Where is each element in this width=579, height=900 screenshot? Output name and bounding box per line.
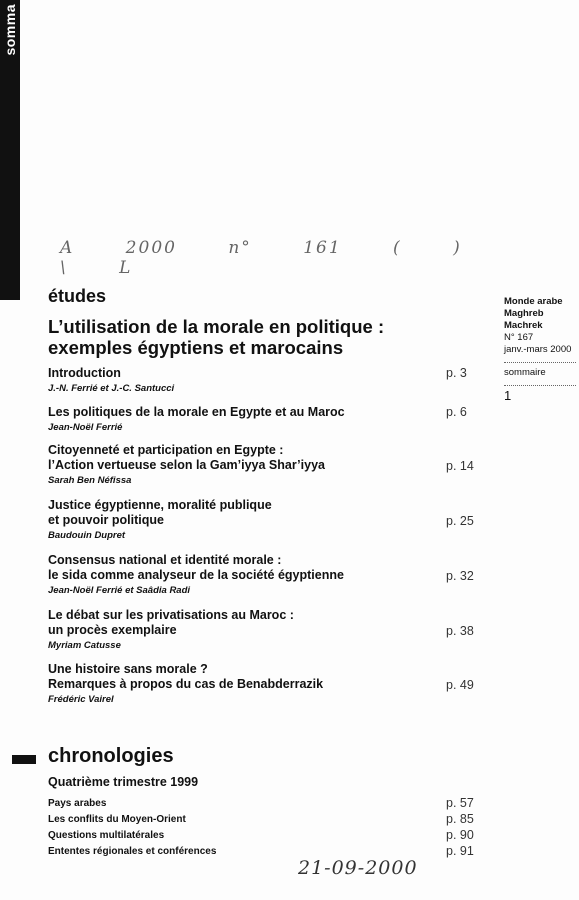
page-number: 1 <box>504 388 512 403</box>
dossier-title-line2: exemples égyptiens et marocains <box>48 337 344 358</box>
toc-entry[interactable] <box>48 443 488 487</box>
toc-entry[interactable] <box>48 553 488 597</box>
dossier-title <box>48 316 384 358</box>
issue-date: janv.-mars 2000 <box>504 344 572 355</box>
chronology-item-label: Les conflits du Moyen-Orient <box>48 814 186 825</box>
chronology-item[interactable] <box>48 798 488 809</box>
toc-entry-author: Frédéric Vairel <box>48 694 114 705</box>
dossier-title-line1: L’utilisation de la morale en politique : <box>48 316 385 337</box>
chronology-item-page: p. 90 <box>446 828 474 842</box>
section-tab-label: somma <box>2 4 18 56</box>
toc-entry-author: Baudouin Dupret <box>48 530 126 541</box>
toc-entry-page: p. 14 <box>446 459 474 473</box>
chronology-item-page: p. 85 <box>446 812 474 826</box>
chronology-item-page: p. 91 <box>446 844 474 858</box>
toc-entry-page: p. 32 <box>446 569 474 583</box>
chronology-item-label: Questions multilatérales <box>48 830 165 841</box>
toc-entry-title: et pouvoir politique <box>48 513 164 527</box>
chronologies-subheading: Quatrième trimestre 1999 <box>48 775 199 789</box>
toc-entry-page: p. 6 <box>446 405 467 419</box>
toc-entry[interactable] <box>48 366 488 395</box>
toc-entry-author: Jean-Noël Ferrié et Saâdia Radi <box>48 585 191 596</box>
journal-sidebar <box>504 296 576 402</box>
toc-entry-title: Le débat sur les privatisations au Maroc : <box>48 608 294 622</box>
issue-number: N° 167 <box>504 332 534 343</box>
sidebar-section-label: sommaire <box>504 367 546 378</box>
section-heading-etudes: études <box>48 286 107 306</box>
chronology-item-page: p. 57 <box>446 796 474 810</box>
toc-entry[interactable] <box>48 608 488 652</box>
toc-entry-author: Jean-Noël Ferrié <box>48 422 123 433</box>
sidebar-divider <box>504 362 576 363</box>
toc-entry-title: Consensus national et identité morale : <box>48 553 282 567</box>
toc-entry-page: p. 38 <box>446 624 474 638</box>
toc-entry-title: Justice égyptienne, moralité publique <box>48 498 272 512</box>
handwritten-date: 21-09-2000 <box>298 857 418 879</box>
section-heading-chronologies: chronologies <box>48 745 174 767</box>
journal-name-line2: Maghreb <box>504 308 544 319</box>
journal-name-line1: Monde arabe <box>504 296 563 307</box>
handwritten-annotation-top: A 2000 n° 161 ( ) \ L <box>60 238 462 278</box>
toc-entry-author: Sarah Ben Néfissa <box>48 475 132 486</box>
toc-entry-title: Introduction <box>48 366 121 380</box>
section-tab <box>0 0 20 300</box>
journal-name-line3: Machrek <box>504 320 543 331</box>
toc-entry-title: Remarques à propos du cas de Benabderrazik <box>48 677 324 691</box>
chronology-item-label: Ententes régionales et conférences <box>48 846 217 857</box>
chronology-item-label: Pays arabes <box>48 798 107 809</box>
toc-entry-page: p. 3 <box>446 366 467 380</box>
toc-entry-title: Citoyenneté et participation en Egypte : <box>48 443 284 457</box>
toc-entry-page: p. 25 <box>446 514 474 528</box>
chronology-item[interactable] <box>48 846 488 857</box>
toc-entry[interactable] <box>48 662 488 706</box>
section-marker <box>12 755 36 764</box>
toc-entry[interactable] <box>48 498 488 542</box>
chronology-item[interactable] <box>48 814 488 825</box>
toc-entry-author: Myriam Catusse <box>48 640 121 651</box>
toc-entry-title: Les politiques de la morale en Egypte et au Maroc <box>48 405 345 419</box>
toc-entry[interactable] <box>48 405 488 434</box>
chronology-item[interactable] <box>48 830 488 841</box>
sidebar-divider <box>504 385 576 386</box>
toc-entry-title: un procès exemplaire <box>48 623 177 637</box>
toc-entry-author: J.-N. Ferrié et J.-C. Santucci <box>48 383 175 394</box>
toc-entry-page: p. 49 <box>446 678 474 692</box>
toc-entry-title: Une histoire sans morale ? <box>48 662 208 676</box>
toc-entry-title: l’Action vertueuse selon la Gam’iyya Shar’iyya <box>48 458 325 472</box>
toc-entry-title: le sida comme analyseur de la société égyptienne <box>48 568 344 582</box>
